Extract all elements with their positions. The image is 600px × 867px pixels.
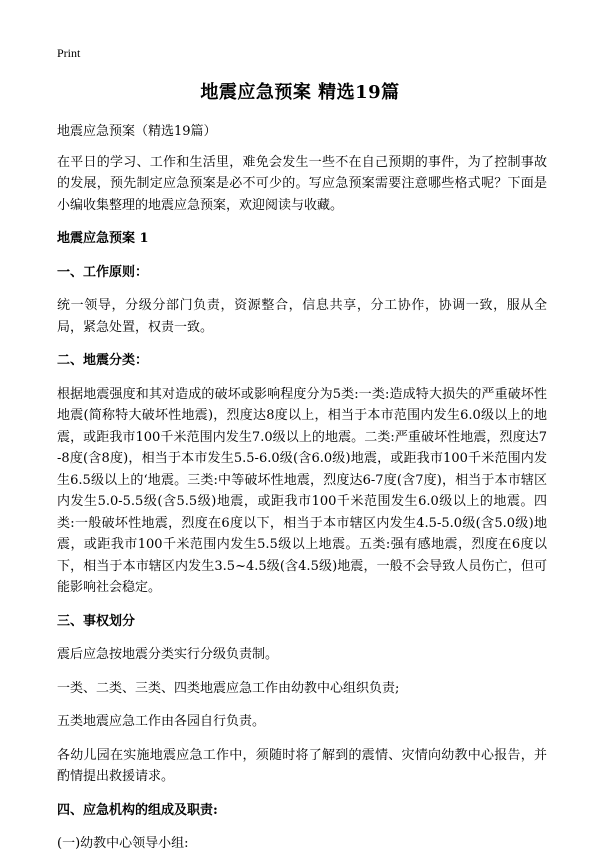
document-body (57, 121, 547, 867)
heading-work-principles: 一、工作原则： (57, 264, 149, 280)
paragraph-authority-1: 震后应急按地震分类实行分级负责制。 (57, 647, 279, 662)
heading-earthquake-classification: 二、地震分类： (57, 353, 149, 368)
paragraph-work-principles: 统一领导，分级分部门负责，资源整合，信息共享，分工协作，协调一致，服从全局，紧急处置，权责一致。 (57, 298, 547, 335)
paragraph-earthquake-classification: 根据地震强度和其对造成的破坏或影响程度分为5类:一类:造成特大损失的严重破坏性地震(简称特大破坏性地震)，烈度达8度以上，相当于本市范围内发生6.0级以上的地震，或距我市100千米范围内发生7.0级以上的地震。二类:严重破坏性地震，烈度达7-8度(含8度)，相当于本市发生5.5-6.0级(含6.0级)地震，或距我市100千米范围内发生6.5级以上的‘地震。三类:中等破坏性地震，烈度达6-7度(含7度)，相当于本市辖区内发生5.0-5.5级(含5.5级)地震，或距我市100千米范围发生6.0级以上的地震。四类:一般破坏性地震，烈度在6度以下，相当于本市辖区内发生4.5-5.0级(含5.0级)地震，或距我市100千米范围内发生5.5级以上地震。五类:强有感地震，烈度在6度以下，相当于本市辖区内发生3.5~4.5级(含4.5级)地震，一般不会导致人员伤亡，但可能影响社会稳定。 (57, 386, 547, 595)
document-subtitle: 地震应急预案（精选19篇） (57, 124, 217, 139)
heading-emergency-organization: 四、应急机构的组成及职责: (57, 802, 218, 818)
paragraph-leadership-group: (一)幼教中心领导小组: (57, 836, 189, 851)
paragraph-authority-2: 一类、二类、三类、四类地震应急工作由幼教中心组织负责; (57, 680, 400, 696)
intro-paragraph: 在平日的学习、工作和生活里，难免会发生一些不在自己预期的事件，为了控制事故的发展，预先制定应急预案是必不可少的。写应急预案需要注意哪些格式呢？下面是小编收集整理的地震应急预案，欢迎阅读与收藏。 (57, 154, 547, 213)
paragraph-authority-3: 五类地震应急工作由各园自行负责。 (57, 714, 266, 729)
print-link[interactable]: Print (57, 46, 81, 60)
section-title: 地震应急预案 1 (57, 231, 149, 246)
page-title: 地震应急预案 精选19篇 (200, 82, 400, 103)
paragraph-authority-4: 各幼儿园在实施地震应急工作中，须随时将了解到的震情、灾情向幼教中心报告，并酌情提出救援请求。 (57, 747, 547, 784)
heading-authority-division: 三、事权划分 (57, 613, 136, 629)
